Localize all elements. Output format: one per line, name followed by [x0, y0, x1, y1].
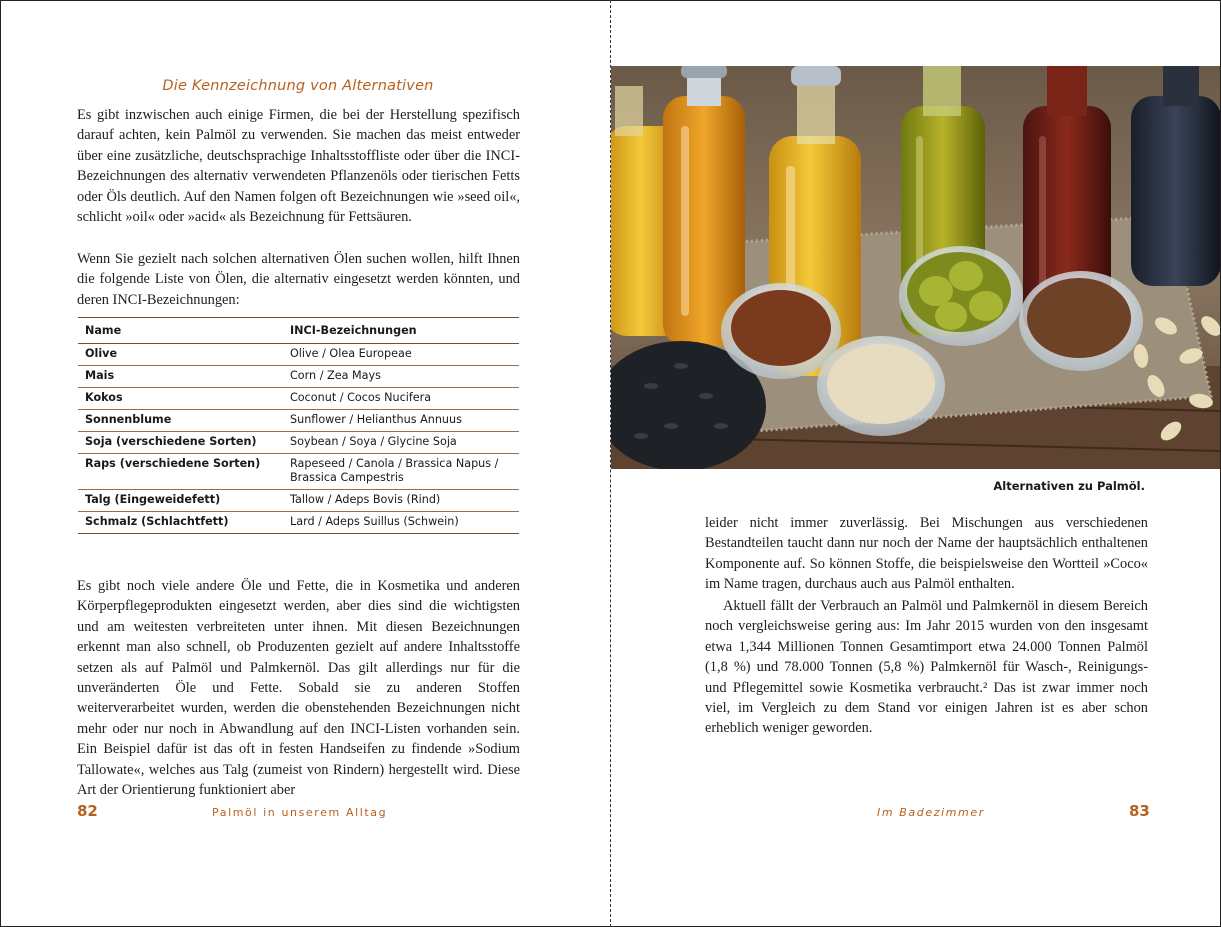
running-title-left: Palmöl in unserem Alltag	[212, 806, 388, 819]
table-header-row	[78, 318, 519, 344]
table-row	[78, 366, 519, 388]
paragraph-1: Es gibt inzwischen auch einige Firmen, die bei der Herstellung spezifisch darauf achten, kein Palmöl zu verwenden. Sie machen das meist entweder über eine zusätzliche, deutschsprachige Inhaltsstoffliste oder über die INCI-Bezeichnungen des alternativ verwendeten Pflanzenöls oder tierischen Fetts oder Öls deutlich. Auf den Namen folgen oft Bezeichnungen wie »seed oil«, schlicht »oil« oder »acid« als Bezeichnung für Fettsäuren.	[77, 107, 520, 226]
page-number-right: 83	[1129, 802, 1150, 820]
row-name: Olive	[78, 344, 283, 366]
row-name: Talg (Eingeweidefett)	[78, 490, 283, 512]
row-inci: Corn / Zea Mays	[283, 366, 519, 388]
row-inci: Rapeseed / Canola / Brassica Napus / Brassica Campestris	[283, 454, 519, 490]
table-row	[78, 512, 519, 534]
row-inci: Olive / Olea Europeae	[283, 344, 519, 366]
table-row	[78, 344, 519, 366]
row-inci: Lard / Adeps Suillus (Schwein)	[283, 512, 519, 534]
section-heading: Die Kennzeichnung von Alternativen	[162, 78, 434, 94]
row-inci: Coconut / Cocos Nucifera	[283, 388, 519, 410]
inci-table	[78, 317, 519, 534]
row-name: Sonnenblume	[78, 410, 283, 432]
table-row	[78, 432, 519, 454]
row-name: Raps (verschiedene Sorten)	[78, 454, 283, 490]
table-row	[78, 490, 519, 512]
row-inci: Soybean / Soya / Glycine Soja	[283, 432, 519, 454]
column-header-name: Name	[78, 318, 283, 344]
row-inci: Tallow / Adeps Bovis (Rind)	[283, 490, 519, 512]
row-name: Soja (verschiedene Sorten)	[78, 432, 283, 454]
paragraph-right-2: Aktuell fällt der Verbrauch an Palmöl und Palmkernöl in diesem Bereich noch vergleichsweise gering aus: Im Jahr 2015 wurden von den insgesamt etwa 1,344 Millionen Tonnen Gesamtimport etwa 24.000 Tonnen Palmöl (1,8 %) und 78.000 Tonnen (5,8 %) Palmkernöl für Wasch-, Reinigungs- und Pflegemittel sowie Kosmetika verbraucht.² Das ist zwar immer noch viel, im Vergleich zu dem Stand vor einigen Jahren ist es aber schon erheblich weniger geworden.	[705, 598, 1148, 737]
right-page	[611, 0, 1221, 927]
paragraph-right-1: leider nicht immer zuverlässig. Bei Mischungen aus verschiedenen Bestandteilen taucht dann nur noch der Name der hauptsächlich enthaltenen Komponente auf. So können Stoffe, die beispielsweise den Wortteil »Coco« im Name tragen, durchaus auch aus Palmöl enthalten.	[705, 515, 1148, 593]
table-row	[78, 454, 519, 490]
running-title-right: Im Badezimmer	[877, 806, 985, 819]
left-page	[0, 0, 610, 927]
paragraph-3: Es gibt noch viele andere Öle und Fette, die in Kosmetika und anderen Körperpflegeprodukten eingesetzt werden, aber dies sind die wichtigsten und am weitesten verbreiteten unter ihnen. Mit diesen Bezeichnungen erkennt man also schnell, ob Produzenten gezielt auf andere Inhaltsstoffe setzen als auf Palmöl und Palmkernöl. Das gilt allerdings nur für die unveränderten Öle und Fette. Sobald sie zu anderen Stoffen weiterverarbeitet wurden, werden die obenstehenden Bezeichnungen nicht mehr oder nur noch in Abwandlung auf den INCI-Listen vorhanden sein. Ein Beispiel dafür ist das oft in festen Handseifen zu findende »Sodium Tallowate«, welches aus Talg (zumeist von Rindern) hergestellt wird. Diese Art der Orientierung funktioniert aber	[77, 578, 520, 799]
row-name: Mais	[78, 366, 283, 388]
oils-photo	[611, 66, 1220, 469]
column-header-inci: INCI-Bezeichnungen	[283, 318, 519, 344]
table-row	[78, 410, 519, 432]
row-name: Kokos	[78, 388, 283, 410]
page-number-left: 82	[77, 802, 98, 820]
table-row	[78, 388, 519, 410]
paragraph-2: Wenn Sie gezielt nach solchen alternativen Ölen suchen wollen, hilft Ihnen die folgende Liste von Ölen, die alternativ eingesetzt werden könnten, und deren INCI-Bezeichnungen:	[77, 251, 520, 308]
row-inci: Sunflower / Helianthus Annuus	[283, 410, 519, 432]
row-name: Schmalz (Schlachtfett)	[78, 512, 283, 534]
photo-caption: Alternativen zu Palmöl.	[993, 479, 1145, 493]
